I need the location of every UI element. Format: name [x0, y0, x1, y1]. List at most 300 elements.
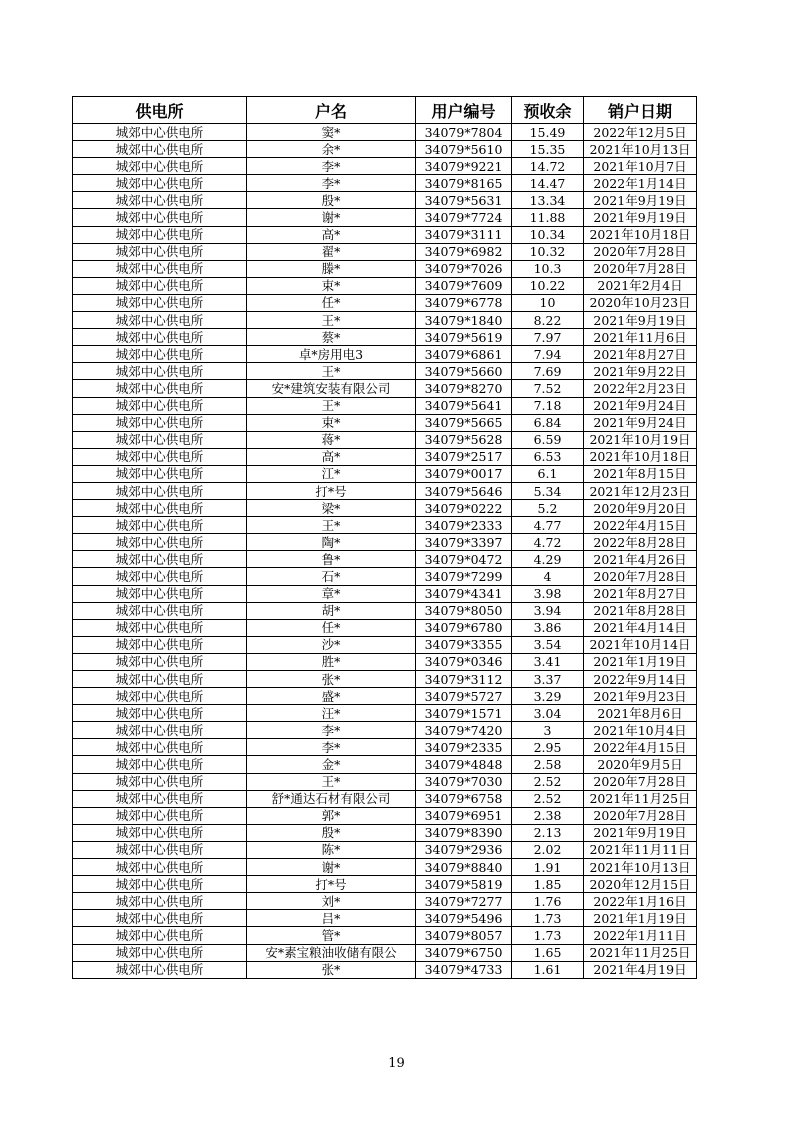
cell-account-number: 34079*8057 [416, 927, 512, 944]
cell-station: 城郊中心供电所 [73, 141, 247, 158]
header-closure-date: 销户日期 [584, 97, 697, 124]
cell-closure-date: 2022年4月15日 [584, 739, 697, 756]
cell-prepaid-balance: 3.86 [512, 619, 584, 636]
cell-station: 城郊中心供电所 [73, 209, 247, 226]
cell-station: 城郊中心供电所 [73, 158, 247, 175]
cell-closure-date: 2021年9月19日 [584, 824, 697, 841]
table-row [73, 773, 697, 790]
cell-prepaid-balance: 5.2 [512, 500, 584, 517]
table-row [73, 722, 697, 739]
cell-closure-date: 2021年11月11日 [584, 841, 697, 858]
cell-station: 城郊中心供电所 [73, 517, 247, 534]
cell-station: 城郊中心供电所 [73, 927, 247, 944]
cell-station: 城郊中心供电所 [73, 260, 247, 277]
cell-prepaid-balance: 2.58 [512, 756, 584, 773]
cell-account-name: 翟* [247, 243, 416, 260]
cell-account-name: 张* [247, 671, 416, 688]
cell-account-number: 34079*7277 [416, 893, 512, 910]
cell-account-number: 34079*5819 [416, 876, 512, 893]
cell-station: 城郊中心供电所 [73, 893, 247, 910]
cell-account-number: 34079*7026 [416, 260, 512, 277]
cell-closure-date: 2021年1月19日 [584, 910, 697, 927]
table-row [73, 431, 697, 448]
cell-closure-date: 2021年9月19日 [584, 312, 697, 329]
cell-closure-date: 2020年10月23日 [584, 294, 697, 311]
table-row [73, 756, 697, 773]
table-row [73, 619, 697, 636]
cell-prepaid-balance: 1.73 [512, 927, 584, 944]
cell-account-number: 34079*5727 [416, 688, 512, 705]
table-row [73, 209, 697, 226]
cell-account-name: 吕* [247, 910, 416, 927]
cell-account-number: 34079*6982 [416, 243, 512, 260]
cell-prepaid-balance: 4 [512, 568, 584, 585]
cell-account-number: 34079*5665 [416, 414, 512, 431]
cell-account-number: 34079*5628 [416, 431, 512, 448]
cell-prepaid-balance: 3 [512, 722, 584, 739]
cell-account-number: 34079*2517 [416, 448, 512, 465]
cell-prepaid-balance: 1.65 [512, 944, 584, 961]
cell-station: 城郊中心供电所 [73, 722, 247, 739]
cell-prepaid-balance: 4.29 [512, 551, 584, 568]
cell-account-name: 汪* [247, 705, 416, 722]
cell-closure-date: 2021年12月23日 [584, 482, 697, 499]
cell-account-name: 李* [247, 739, 416, 756]
table-row [73, 465, 697, 482]
cell-account-name: 殷* [247, 192, 416, 209]
cell-prepaid-balance: 1.73 [512, 910, 584, 927]
cell-prepaid-balance: 2.95 [512, 739, 584, 756]
cell-closure-date: 2021年11月25日 [584, 944, 697, 961]
cell-station: 城郊中心供电所 [73, 534, 247, 551]
account-closure-table [72, 96, 697, 979]
cell-station: 城郊中心供电所 [73, 773, 247, 790]
table-row [73, 688, 697, 705]
cell-account-number: 34079*5619 [416, 329, 512, 346]
cell-account-name: 盛* [247, 688, 416, 705]
table-row [73, 602, 697, 619]
cell-station: 城郊中心供电所 [73, 602, 247, 619]
cell-account-number: 34079*7804 [416, 124, 512, 141]
cell-account-number: 34079*2335 [416, 739, 512, 756]
cell-account-number: 34079*6861 [416, 346, 512, 363]
cell-prepaid-balance: 6.53 [512, 448, 584, 465]
cell-prepaid-balance: 3.41 [512, 653, 584, 670]
cell-station: 城郊中心供电所 [73, 824, 247, 841]
cell-account-number: 34079*0346 [416, 653, 512, 670]
cell-account-name: 蔡* [247, 329, 416, 346]
cell-account-name: 束* [247, 277, 416, 294]
cell-account-number: 34079*7724 [416, 209, 512, 226]
cell-closure-date: 2020年9月20日 [584, 500, 697, 517]
cell-prepaid-balance: 5.34 [512, 482, 584, 499]
cell-prepaid-balance: 13.34 [512, 192, 584, 209]
cell-account-number: 34079*6758 [416, 790, 512, 807]
cell-prepaid-balance: 6.1 [512, 465, 584, 482]
cell-closure-date: 2021年8月15日 [584, 465, 697, 482]
cell-closure-date: 2021年11月25日 [584, 790, 697, 807]
cell-account-name: 谢* [247, 209, 416, 226]
cell-closure-date: 2021年11月6日 [584, 329, 697, 346]
table-row [73, 312, 697, 329]
cell-account-name: 王* [247, 517, 416, 534]
cell-closure-date: 2020年12月15日 [584, 876, 697, 893]
cell-account-number: 34079*6780 [416, 619, 512, 636]
cell-prepaid-balance: 7.69 [512, 363, 584, 380]
cell-station: 城郊中心供电所 [73, 705, 247, 722]
cell-account-number: 34079*3111 [416, 226, 512, 243]
cell-closure-date: 2020年7月28日 [584, 568, 697, 585]
table-row [73, 124, 697, 141]
cell-closure-date: 2022年1月14日 [584, 175, 697, 192]
cell-account-name: 余* [247, 141, 416, 158]
cell-account-number: 34079*5641 [416, 397, 512, 414]
cell-station: 城郊中心供电所 [73, 944, 247, 961]
cell-account-name: 李* [247, 175, 416, 192]
cell-closure-date: 2022年4月15日 [584, 517, 697, 534]
cell-account-name: 安*素宝粮油收储有限公 [247, 944, 416, 961]
cell-account-number: 34079*8165 [416, 175, 512, 192]
cell-station: 城郊中心供电所 [73, 431, 247, 448]
cell-prepaid-balance: 2.02 [512, 841, 584, 858]
table-row [73, 517, 697, 534]
cell-closure-date: 2021年8月27日 [584, 585, 697, 602]
cell-station: 城郊中心供电所 [73, 585, 247, 602]
cell-account-name: 王* [247, 312, 416, 329]
cell-prepaid-balance: 3.29 [512, 688, 584, 705]
cell-prepaid-balance: 3.98 [512, 585, 584, 602]
cell-closure-date: 2021年9月22日 [584, 363, 697, 380]
cell-closure-date: 2022年9月14日 [584, 671, 697, 688]
cell-prepaid-balance: 7.97 [512, 329, 584, 346]
cell-closure-date: 2020年7月28日 [584, 807, 697, 824]
table-header-row [73, 97, 697, 124]
cell-account-number: 34079*4341 [416, 585, 512, 602]
cell-closure-date: 2021年8月28日 [584, 602, 697, 619]
cell-station: 城郊中心供电所 [73, 294, 247, 311]
cell-account-name: 鲁* [247, 551, 416, 568]
cell-account-name: 舒*通达石材有限公司 [247, 790, 416, 807]
cell-closure-date: 2021年1月19日 [584, 653, 697, 670]
cell-account-number: 34079*9221 [416, 158, 512, 175]
cell-prepaid-balance: 2.38 [512, 807, 584, 824]
table-row [73, 636, 697, 653]
cell-station: 城郊中心供电所 [73, 465, 247, 482]
cell-account-number: 34079*4733 [416, 961, 512, 978]
page-number: 19 [388, 1056, 405, 1071]
cell-station: 城郊中心供电所 [73, 346, 247, 363]
cell-prepaid-balance: 1.91 [512, 859, 584, 876]
cell-station: 城郊中心供电所 [73, 739, 247, 756]
table-row [73, 841, 697, 858]
table-row [73, 534, 697, 551]
cell-account-number: 34079*5631 [416, 192, 512, 209]
cell-station: 城郊中心供电所 [73, 482, 247, 499]
table-row [73, 294, 697, 311]
cell-station: 城郊中心供电所 [73, 192, 247, 209]
table-row [73, 175, 697, 192]
cell-closure-date: 2021年10月18日 [584, 448, 697, 465]
table-row [73, 944, 697, 961]
cell-account-number: 34079*7030 [416, 773, 512, 790]
cell-station: 城郊中心供电所 [73, 397, 247, 414]
cell-account-number: 34079*3355 [416, 636, 512, 653]
table-row [73, 790, 697, 807]
cell-account-number: 34079*2936 [416, 841, 512, 858]
table-row [73, 653, 697, 670]
table-row [73, 568, 697, 585]
cell-account-number: 34079*4848 [416, 756, 512, 773]
cell-prepaid-balance: 4.77 [512, 517, 584, 534]
cell-prepaid-balance: 10 [512, 294, 584, 311]
cell-account-name: 束* [247, 414, 416, 431]
cell-account-name: 窦* [247, 124, 416, 141]
cell-account-name: 胜* [247, 653, 416, 670]
cell-station: 城郊中心供电所 [73, 380, 247, 397]
cell-prepaid-balance: 1.61 [512, 961, 584, 978]
table-row [73, 671, 697, 688]
cell-closure-date: 2020年7月28日 [584, 260, 697, 277]
cell-account-number: 34079*6778 [416, 294, 512, 311]
cell-account-number: 34079*5660 [416, 363, 512, 380]
cell-account-number: 34079*0222 [416, 500, 512, 517]
cell-prepaid-balance: 10.3 [512, 260, 584, 277]
cell-account-name: 蒋* [247, 431, 416, 448]
cell-account-name: 郭* [247, 807, 416, 824]
cell-account-number: 34079*5646 [416, 482, 512, 499]
cell-account-name: 高* [247, 448, 416, 465]
cell-account-name: 安*建筑安装有限公司 [247, 380, 416, 397]
cell-prepaid-balance: 10.22 [512, 277, 584, 294]
cell-prepaid-balance: 2.13 [512, 824, 584, 841]
cell-account-number: 34079*3397 [416, 534, 512, 551]
cell-account-number: 34079*6951 [416, 807, 512, 824]
cell-account-name: 金* [247, 756, 416, 773]
cell-account-number: 34079*3112 [416, 671, 512, 688]
cell-account-name: 梁* [247, 500, 416, 517]
table-row [73, 859, 697, 876]
table-row [73, 807, 697, 824]
cell-closure-date: 2021年8月6日 [584, 705, 697, 722]
table-row [73, 397, 697, 414]
table-row [73, 141, 697, 158]
cell-account-number: 34079*6750 [416, 944, 512, 961]
cell-station: 城郊中心供电所 [73, 363, 247, 380]
cell-account-number: 34079*7609 [416, 277, 512, 294]
cell-closure-date: 2021年9月23日 [584, 688, 697, 705]
header-station: 供电所 [73, 97, 247, 124]
cell-prepaid-balance: 4.72 [512, 534, 584, 551]
cell-prepaid-balance: 6.84 [512, 414, 584, 431]
cell-account-number: 34079*8840 [416, 859, 512, 876]
cell-account-number: 34079*5496 [416, 910, 512, 927]
table-row [73, 448, 697, 465]
cell-prepaid-balance: 14.47 [512, 175, 584, 192]
cell-station: 城郊中心供电所 [73, 568, 247, 585]
cell-account-name: 刘* [247, 893, 416, 910]
cell-station: 城郊中心供电所 [73, 636, 247, 653]
cell-station: 城郊中心供电所 [73, 619, 247, 636]
cell-closure-date: 2022年1月11日 [584, 927, 697, 944]
cell-closure-date: 2021年10月18日 [584, 226, 697, 243]
table-row [73, 705, 697, 722]
cell-closure-date: 2022年2月23日 [584, 380, 697, 397]
cell-account-name: 打*号 [247, 876, 416, 893]
cell-closure-date: 2022年1月16日 [584, 893, 697, 910]
cell-account-number: 34079*7299 [416, 568, 512, 585]
cell-closure-date: 2020年7月28日 [584, 773, 697, 790]
cell-closure-date: 2020年9月5日 [584, 756, 697, 773]
cell-closure-date: 2021年9月19日 [584, 209, 697, 226]
cell-closure-date: 2021年2月4日 [584, 277, 697, 294]
table-row [73, 243, 697, 260]
cell-station: 城郊中心供电所 [73, 551, 247, 568]
table-row [73, 260, 697, 277]
cell-station: 城郊中心供电所 [73, 671, 247, 688]
cell-prepaid-balance: 15.49 [512, 124, 584, 141]
cell-account-number: 34079*1571 [416, 705, 512, 722]
table-row [73, 927, 697, 944]
cell-station: 城郊中心供电所 [73, 243, 247, 260]
cell-prepaid-balance: 3.37 [512, 671, 584, 688]
cell-station: 城郊中心供电所 [73, 756, 247, 773]
cell-account-number: 34079*5610 [416, 141, 512, 158]
table-body [73, 124, 697, 979]
cell-prepaid-balance: 6.59 [512, 431, 584, 448]
cell-account-name: 任* [247, 294, 416, 311]
cell-station: 城郊中心供电所 [73, 876, 247, 893]
cell-prepaid-balance: 2.52 [512, 790, 584, 807]
table-row [73, 876, 697, 893]
cell-station: 城郊中心供电所 [73, 175, 247, 192]
cell-station: 城郊中心供电所 [73, 688, 247, 705]
cell-prepaid-balance: 7.94 [512, 346, 584, 363]
table-row [73, 329, 697, 346]
cell-closure-date: 2021年4月26日 [584, 551, 697, 568]
cell-station: 城郊中心供电所 [73, 653, 247, 670]
cell-station: 城郊中心供电所 [73, 500, 247, 517]
cell-closure-date: 2021年10月19日 [584, 431, 697, 448]
cell-prepaid-balance: 3.54 [512, 636, 584, 653]
header-account-name: 户名 [247, 97, 416, 124]
header-account-number: 用户编号 [416, 97, 512, 124]
cell-account-name: 张* [247, 961, 416, 978]
table-row [73, 910, 697, 927]
cell-closure-date: 2021年10月13日 [584, 141, 697, 158]
cell-account-name: 滕* [247, 260, 416, 277]
cell-account-name: 章* [247, 585, 416, 602]
cell-account-name: 沙* [247, 636, 416, 653]
header-prepaid-balance: 预收余 [512, 97, 584, 124]
cell-station: 城郊中心供电所 [73, 312, 247, 329]
cell-station: 城郊中心供电所 [73, 277, 247, 294]
table-row [73, 551, 697, 568]
cell-prepaid-balance: 10.32 [512, 243, 584, 260]
cell-account-name: 陶* [247, 534, 416, 551]
cell-account-name: 李* [247, 722, 416, 739]
cell-station: 城郊中心供电所 [73, 859, 247, 876]
table-row [73, 277, 697, 294]
table-row [73, 414, 697, 431]
cell-closure-date: 2021年9月19日 [584, 192, 697, 209]
table-row [73, 346, 697, 363]
cell-closure-date: 2020年7月28日 [584, 243, 697, 260]
cell-account-number: 34079*8390 [416, 824, 512, 841]
cell-prepaid-balance: 11.88 [512, 209, 584, 226]
cell-account-name: 石* [247, 568, 416, 585]
cell-account-number: 34079*0017 [416, 465, 512, 482]
table-row [73, 961, 697, 978]
table-row [73, 500, 697, 517]
table-row [73, 226, 697, 243]
cell-account-number: 34079*8050 [416, 602, 512, 619]
table-row [73, 824, 697, 841]
table-row [73, 482, 697, 499]
cell-prepaid-balance: 1.85 [512, 876, 584, 893]
cell-closure-date: 2021年9月24日 [584, 397, 697, 414]
cell-closure-date: 2021年9月24日 [584, 414, 697, 431]
cell-station: 城郊中心供电所 [73, 910, 247, 927]
cell-account-name: 任* [247, 619, 416, 636]
cell-account-name: 卓*房用电3 [247, 346, 416, 363]
table-row [73, 380, 697, 397]
cell-station: 城郊中心供电所 [73, 329, 247, 346]
cell-station: 城郊中心供电所 [73, 807, 247, 824]
cell-account-number: 34079*0472 [416, 551, 512, 568]
cell-prepaid-balance: 10.34 [512, 226, 584, 243]
cell-account-name: 管* [247, 927, 416, 944]
cell-station: 城郊中心供电所 [73, 961, 247, 978]
cell-station: 城郊中心供电所 [73, 124, 247, 141]
cell-closure-date: 2021年10月7日 [584, 158, 697, 175]
table-row [73, 363, 697, 380]
cell-station: 城郊中心供电所 [73, 414, 247, 431]
cell-prepaid-balance: 1.76 [512, 893, 584, 910]
cell-station: 城郊中心供电所 [73, 841, 247, 858]
cell-account-name: 王* [247, 397, 416, 414]
cell-account-name: 胡* [247, 602, 416, 619]
cell-account-number: 34079*1840 [416, 312, 512, 329]
cell-station: 城郊中心供电所 [73, 226, 247, 243]
cell-prepaid-balance: 3.94 [512, 602, 584, 619]
cell-account-name: 陈* [247, 841, 416, 858]
cell-prepaid-balance: 7.52 [512, 380, 584, 397]
cell-closure-date: 2021年4月19日 [584, 961, 697, 978]
cell-account-name: 江* [247, 465, 416, 482]
cell-station: 城郊中心供电所 [73, 448, 247, 465]
table-row [73, 158, 697, 175]
cell-account-number: 34079*7420 [416, 722, 512, 739]
table-row [73, 893, 697, 910]
cell-prepaid-balance: 15.35 [512, 141, 584, 158]
cell-closure-date: 2022年8月28日 [584, 534, 697, 551]
cell-account-number: 34079*8270 [416, 380, 512, 397]
table-row [73, 585, 697, 602]
cell-prepaid-balance: 7.18 [512, 397, 584, 414]
table-row [73, 192, 697, 209]
cell-station: 城郊中心供电所 [73, 790, 247, 807]
cell-account-number: 34079*2333 [416, 517, 512, 534]
cell-closure-date: 2021年10月13日 [584, 859, 697, 876]
cell-account-name: 谢* [247, 859, 416, 876]
table-row [73, 739, 697, 756]
cell-prepaid-balance: 2.52 [512, 773, 584, 790]
cell-closure-date: 2022年12月5日 [584, 124, 697, 141]
cell-account-name: 王* [247, 363, 416, 380]
cell-prepaid-balance: 8.22 [512, 312, 584, 329]
cell-closure-date: 2021年10月14日 [584, 636, 697, 653]
cell-account-name: 李* [247, 158, 416, 175]
